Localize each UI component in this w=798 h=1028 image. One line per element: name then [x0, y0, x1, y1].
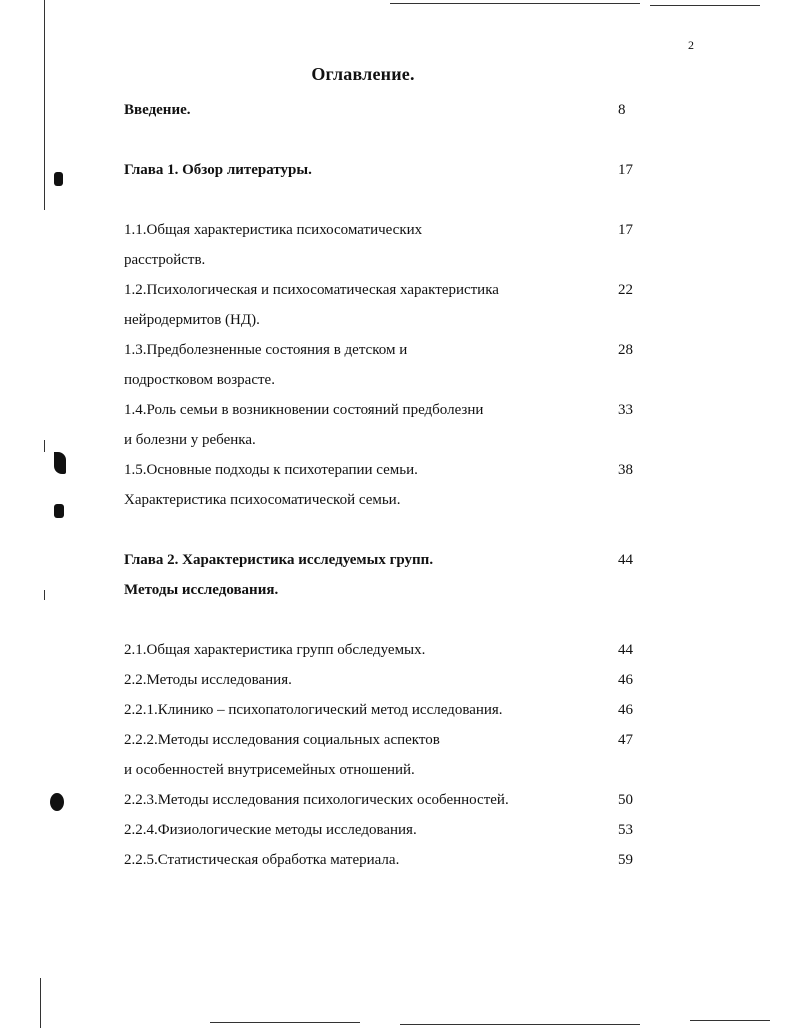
scan-blot [54, 172, 63, 186]
toc-entry-text: Характеристика психосоматической семьи. [124, 492, 401, 508]
toc-entry-text: и болезни у ребенка. [124, 432, 256, 448]
toc-entry-page-number: 59 [618, 852, 633, 868]
toc-entry-page-number: 47 [618, 732, 633, 748]
toc-title: Оглавление. [311, 64, 415, 84]
scan-bottom-rule [690, 1020, 770, 1021]
toc-entry-page-number: 46 [618, 672, 633, 688]
toc-entry-text: и особенностей внутрисемейных отношений. [124, 762, 415, 778]
toc-entry-text: 1.3.Предболезненные состояния в детском и [124, 342, 408, 358]
scan-bottom-rule [210, 1022, 360, 1023]
scan-margin-line [44, 0, 45, 210]
toc-entry-text: Глава 1. Обзор литературы. [124, 162, 312, 178]
toc-entry-text: Глава 2. Характеристика исследуемых групп. [124, 552, 434, 568]
toc-entry-page-number: 33 [618, 402, 633, 418]
toc-entry-text: 2.2.Методы исследования. [124, 672, 292, 688]
toc-entry-text: 2.2.5.Статистическая обработка материала. [124, 852, 400, 868]
toc-entry-page-number: 53 [618, 822, 633, 838]
toc-entry-page-number: 17 [618, 222, 633, 238]
toc-entry-page-number: 50 [618, 792, 633, 808]
toc-entry-text: 2.2.2.Методы исследования социальных аспектов [124, 732, 440, 748]
scan-margin-line [44, 590, 45, 600]
toc-entry-text: 1.4.Роль семьи в возникновении состояний предболезни [124, 402, 484, 418]
toc-entry-text: 2.2.4.Физиологические методы исследования. [124, 822, 417, 838]
toc-entry-text: 1.2.Психологическая и психосоматическая характеристика [124, 282, 499, 298]
toc-entry-text: подростковом возрасте. [124, 372, 275, 388]
toc-entry-page-number: 44 [618, 642, 633, 658]
toc-entry-page-number: 38 [618, 462, 633, 478]
scan-margin-line [44, 440, 45, 452]
scan-blot [50, 793, 64, 811]
scan-blot [54, 504, 64, 518]
scan-top-rule [390, 3, 640, 4]
toc-entry-text: 1.5.Основные подходы к психотерапии семьи. [124, 462, 418, 478]
toc-entry-page-number: 17 [618, 162, 633, 178]
toc-entry-text: 2.2.1.Клинико – психопатологический метод исследования. [124, 702, 503, 718]
toc-entry-page-number: 28 [618, 342, 633, 358]
toc-entry-text: 2.2.3.Методы исследования психологических особенностей. [124, 792, 509, 808]
scan-bottom-rule [400, 1024, 640, 1025]
toc-entry-text: 2.1.Общая характеристика групп обследуемых. [124, 642, 426, 658]
page-number: 2 [688, 38, 694, 52]
scan-margin-line [40, 978, 41, 1028]
toc-entry-text: расстройств. [124, 252, 206, 268]
scan-top-rule [650, 5, 760, 6]
toc-entry-page-number: 44 [618, 552, 633, 568]
toc-entry-text: Методы исследования. [124, 582, 279, 598]
toc-entry-page-number: 46 [618, 702, 633, 718]
toc-entry-page-number: 22 [618, 282, 633, 298]
toc-entry-page-number: 8 [618, 102, 626, 118]
toc-entry-text: нейродермитов (НД). [124, 312, 260, 328]
toc-entry-text: 1.1.Общая характеристика психосоматических [124, 222, 423, 238]
scan-blot [54, 452, 66, 474]
toc-entry-text: Введение. [124, 102, 191, 118]
